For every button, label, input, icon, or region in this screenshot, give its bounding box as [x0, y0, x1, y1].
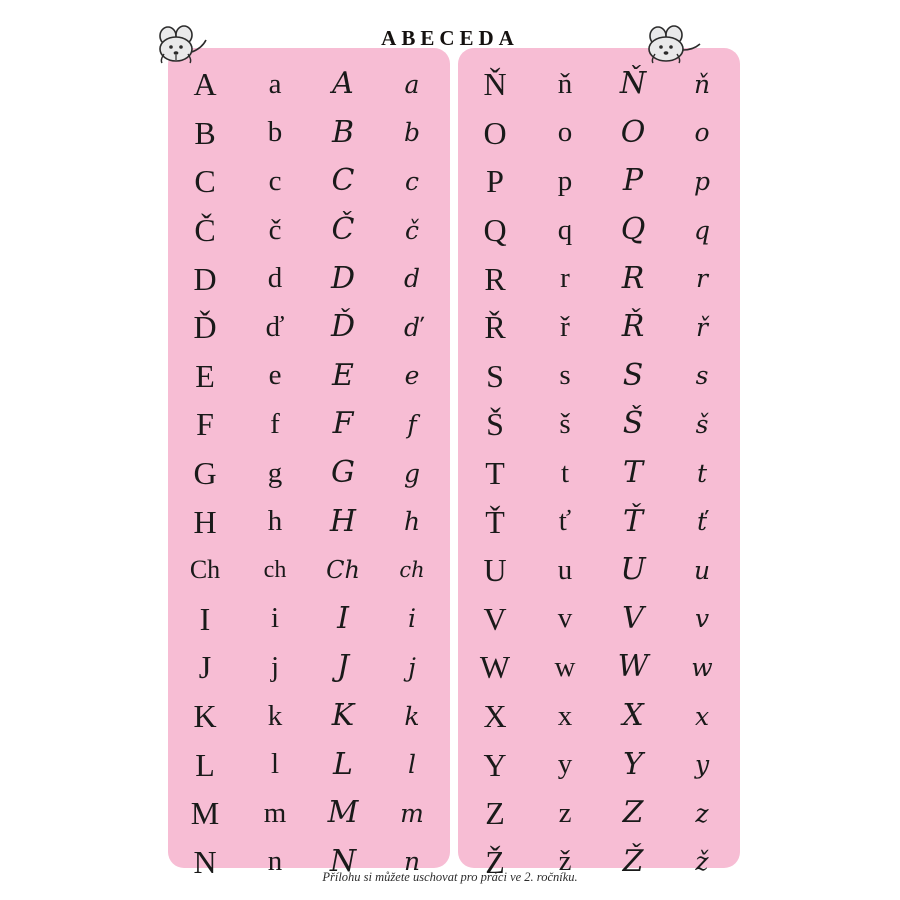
alphabet-column-left [168, 60, 450, 886]
print-lowercase: h [267, 505, 283, 538]
cursive-lowercase: ď [403, 312, 420, 342]
print-lowercase: e [268, 359, 282, 392]
print-lowercase: y [557, 748, 573, 781]
cursive-uppercase: Y [623, 746, 643, 782]
cursive-lowercase: ch [399, 557, 425, 582]
alphabet-row [458, 206, 740, 255]
print-uppercase: P [486, 163, 504, 200]
alphabet-row [168, 400, 450, 449]
cursive-uppercase: C [331, 163, 355, 199]
cursive-uppercase: D [330, 260, 356, 296]
cursive-lowercase: l [408, 750, 416, 780]
print-lowercase: ch [263, 557, 287, 584]
cursive-lowercase: x [694, 701, 710, 731]
alphabet-row [458, 740, 740, 789]
cursive-uppercase: P [622, 163, 644, 199]
print-lowercase: š [559, 407, 571, 440]
print-lowercase: p [557, 164, 573, 197]
cursive-lowercase: f [407, 409, 417, 439]
alphabet-row [458, 60, 740, 109]
alphabet-row [458, 303, 740, 352]
cursive-lowercase: ť [696, 507, 708, 537]
print-uppercase: O [483, 114, 507, 151]
print-lowercase: n [267, 845, 283, 878]
title-row [0, 12, 900, 60]
print-lowercase: m [263, 796, 287, 829]
alphabet-row [458, 254, 740, 303]
print-lowercase: a [268, 67, 282, 100]
cursive-lowercase: o [694, 118, 710, 148]
print-uppercase: Y [483, 746, 507, 783]
print-uppercase: A [193, 66, 217, 103]
cursive-uppercase: Ř [621, 309, 645, 345]
alphabet-row [458, 157, 740, 206]
print-lowercase: f [270, 407, 280, 440]
cursive-lowercase: w [691, 652, 713, 682]
alphabet-row [168, 352, 450, 401]
alphabet-row [168, 497, 450, 546]
cursive-uppercase: T [622, 455, 643, 491]
cursive-lowercase: ř [696, 312, 708, 342]
cursive-lowercase: ň [693, 69, 711, 99]
cursive-lowercase: ž [695, 847, 709, 877]
print-lowercase: r [560, 262, 570, 295]
alphabet-row [458, 109, 740, 158]
print-uppercase: N [193, 843, 217, 880]
cursive-uppercase: I [337, 600, 349, 636]
print-uppercase: Ň [483, 66, 507, 103]
print-uppercase: G [193, 455, 217, 492]
print-uppercase: X [483, 698, 507, 735]
print-lowercase: k [267, 699, 283, 732]
print-lowercase: u [557, 553, 573, 586]
cursive-lowercase: d [403, 264, 420, 294]
cursive-lowercase: v [694, 604, 710, 634]
print-lowercase: o [557, 116, 573, 149]
print-uppercase: Ť [485, 503, 505, 540]
cursive-uppercase: K [331, 698, 355, 734]
alphabet-row [168, 740, 450, 789]
alphabet-row [458, 449, 740, 498]
cursive-lowercase: j [408, 652, 416, 682]
print-uppercase: W [479, 649, 511, 686]
alphabet-row [458, 692, 740, 741]
print-lowercase: ď [265, 310, 285, 343]
cursive-lowercase: m [400, 798, 424, 828]
print-lowercase: t [560, 456, 570, 489]
cursive-lowercase: n [403, 847, 421, 877]
alphabet-row [458, 595, 740, 644]
cursive-uppercase: V [622, 600, 644, 636]
cursive-lowercase: c [404, 166, 419, 196]
print-lowercase: ř [560, 310, 570, 343]
cursive-uppercase: N [329, 843, 357, 879]
cursive-lowercase: s [695, 361, 709, 391]
cursive-uppercase: Ď [330, 309, 356, 345]
alphabet-row [168, 60, 450, 109]
alphabet-row [458, 400, 740, 449]
cursive-uppercase: L [333, 746, 353, 782]
alphabet-row [458, 352, 740, 401]
alphabet-row [168, 643, 450, 692]
cursive-uppercase: U [620, 552, 646, 588]
cursive-uppercase: Ň [619, 66, 647, 102]
cursive-lowercase: š [695, 409, 709, 439]
print-uppercase: Ř [484, 309, 506, 346]
print-lowercase: ť [558, 505, 572, 538]
cursive-uppercase: M [327, 795, 359, 831]
cursive-uppercase: B [331, 114, 355, 150]
alphabet-row [168, 109, 450, 158]
cursive-lowercase: y [694, 750, 710, 780]
print-lowercase: i [270, 602, 280, 635]
footer-note: Přílohu si můžete uschovat pro práci ve 2. ročníku. [322, 870, 578, 884]
print-lowercase: ž [558, 845, 572, 878]
cursive-uppercase: O [620, 114, 646, 150]
cursive-uppercase: S [622, 357, 644, 393]
cursive-lowercase: č [404, 215, 419, 245]
print-uppercase: L [195, 746, 215, 783]
print-lowercase: c [268, 164, 282, 197]
print-uppercase: K [193, 698, 217, 735]
print-lowercase: j [270, 650, 280, 683]
cursive-uppercase: R [621, 260, 645, 296]
print-lowercase: l [270, 748, 280, 781]
cursive-uppercase: Z [622, 795, 644, 831]
cursive-uppercase: Q [620, 212, 646, 248]
print-uppercase: Ch [189, 555, 221, 585]
cursive-uppercase: W [617, 649, 649, 685]
alphabet-row [168, 206, 450, 255]
alphabet-column-right [458, 60, 740, 886]
print-uppercase: F [196, 406, 214, 443]
print-uppercase: Ď [193, 309, 217, 346]
print-uppercase: E [195, 357, 215, 394]
cursive-uppercase: Ť [622, 503, 643, 539]
cursive-lowercase: z [695, 798, 709, 828]
cursive-uppercase: Š [622, 406, 644, 442]
print-uppercase: R [484, 260, 506, 297]
alphabet-row [168, 595, 450, 644]
alphabet-row [458, 497, 740, 546]
alphabet-row [168, 303, 450, 352]
cursive-uppercase: A [332, 66, 354, 102]
cursive-lowercase: u [693, 555, 711, 585]
print-uppercase: T [485, 455, 505, 492]
print-uppercase: U [483, 552, 507, 589]
cursive-lowercase: e [404, 361, 420, 391]
print-uppercase: S [486, 357, 504, 394]
alphabet-row [458, 546, 740, 595]
print-uppercase: B [194, 114, 216, 151]
cursive-lowercase: g [403, 458, 420, 488]
print-lowercase: w [554, 650, 576, 683]
cursive-lowercase: t [696, 458, 708, 488]
cursive-lowercase: q [693, 215, 710, 245]
print-lowercase: b [267, 116, 283, 149]
alphabet-row [458, 789, 740, 838]
print-uppercase: V [483, 600, 507, 637]
cursive-lowercase: a [404, 69, 420, 99]
alphabet-row [168, 254, 450, 303]
print-uppercase: H [193, 503, 217, 540]
cursive-lowercase: i [408, 604, 416, 634]
print-lowercase: z [558, 796, 572, 829]
print-uppercase: C [194, 163, 216, 200]
cursive-lowercase: h [403, 507, 421, 537]
print-lowercase: q [557, 213, 573, 246]
cursive-lowercase: k [404, 701, 420, 731]
cursive-uppercase: G [331, 455, 355, 491]
print-uppercase: Ž [485, 843, 505, 880]
print-uppercase: D [193, 260, 217, 297]
print-lowercase: ň [557, 67, 573, 100]
print-uppercase: Z [485, 795, 505, 832]
cursive-lowercase: b [403, 118, 420, 148]
print-uppercase: Q [483, 212, 507, 249]
print-uppercase: J [198, 649, 212, 686]
cursive-uppercase: Č [331, 212, 355, 248]
print-lowercase: g [267, 456, 283, 489]
alphabet-row [168, 546, 450, 595]
print-lowercase: d [267, 262, 283, 295]
cursive-uppercase: Ž [622, 843, 644, 879]
alphabet-row [168, 692, 450, 741]
cursive-uppercase: H [329, 503, 357, 539]
print-lowercase: x [557, 699, 573, 732]
print-lowercase: č [268, 213, 282, 246]
alphabet-row [168, 789, 450, 838]
cursive-uppercase: X [622, 698, 644, 734]
alphabet-row [458, 643, 740, 692]
print-lowercase: v [557, 602, 573, 635]
cursive-lowercase: p [693, 166, 710, 196]
print-uppercase: I [199, 600, 211, 637]
alphabet-row [168, 157, 450, 206]
alphabet-row [168, 449, 450, 498]
cursive-uppercase: E [332, 357, 354, 393]
cursive-uppercase: F [332, 406, 354, 442]
print-uppercase: Č [194, 212, 216, 249]
cursive-lowercase: r [696, 264, 708, 294]
cursive-uppercase: Ch [326, 556, 360, 585]
page-title: ABECEDA [381, 26, 519, 50]
print-uppercase: M [190, 795, 220, 832]
cursive-uppercase: J [336, 649, 350, 685]
print-lowercase: s [559, 359, 571, 392]
print-uppercase: Š [486, 406, 504, 443]
